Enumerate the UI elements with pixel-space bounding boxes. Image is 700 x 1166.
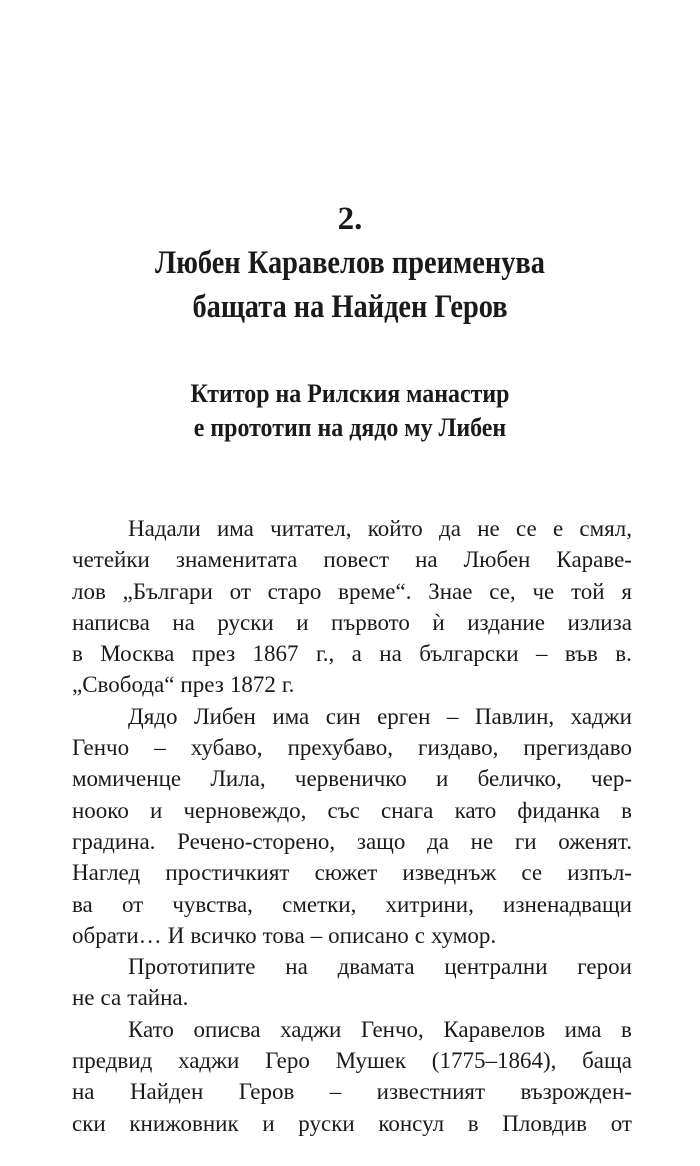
paragraph-line: лов „Българи от старо време“. Знае се, че той я: [72, 578, 632, 604]
paragraph-line: Прототипите на двамата централни герои: [128, 954, 632, 980]
paragraph-line: на Найден Геров – известният възрожден-: [72, 1079, 632, 1105]
chapter-title-line: бащата на Найден Геров: [192, 289, 508, 325]
paragraph-line: обрати… И всичко това – описано с хумор.: [72, 922, 497, 948]
paragraph-line: Дядо Либен има син ерген – Павлин, хаджи: [128, 703, 632, 729]
paragraph-line: Надали има читател, който да не се е смял,: [128, 516, 632, 541]
paragraph-line: не са тайна.: [72, 985, 189, 1011]
paragraph-line: „Свобода“ през 1872 г.: [72, 672, 295, 698]
paragraph-line: ва от чувства, сметки, хитрини, изненадващи: [72, 891, 632, 917]
paragraph-line: нооко и черновеждо, със снага като фиданка в: [72, 797, 632, 823]
chapter-heading: [60, 197, 640, 329]
paragraph-line: Генчо – хубаво, прехубаво, гиздаво, прегиздаво: [72, 735, 632, 761]
paragraph-line: ски книжовник и руски консул в Пловдив от: [72, 1110, 632, 1136]
paragraph-line: в Москва през 1867 г., а на български – във в.: [72, 641, 632, 667]
paragraph-line: градина. Речено-сторено, защо да не ги оженят.: [72, 828, 632, 854]
paragraph-line: написва на руски и първото ѝ издание излиза: [72, 609, 632, 635]
subtitle-line: Ктитор на Рилския манастир: [190, 379, 510, 408]
body-text: [72, 513, 632, 1139]
subtitle-line: е прототип на дядо му Либен: [193, 413, 507, 442]
chapter-subtitle: [60, 377, 640, 445]
paragraph-line: момиченце Лила, червеничко и беличко, чер-: [72, 766, 632, 792]
paragraph-line: Като описва хаджи Генчо, Каравелов има в: [128, 1016, 632, 1042]
paragraph-line: Наглед простичкият сюжет изведнъж се изпъл-: [72, 860, 632, 886]
paragraph-line: предвид хаджи Геро Мушек (1775–1864), баща: [72, 1048, 632, 1074]
chapter-title-line: Любен Каравелов преименува: [155, 245, 545, 281]
paragraph-line: четейки знаменитата повест на Любен Караве-: [72, 547, 632, 573]
chapter-number: 2.: [337, 201, 363, 237]
